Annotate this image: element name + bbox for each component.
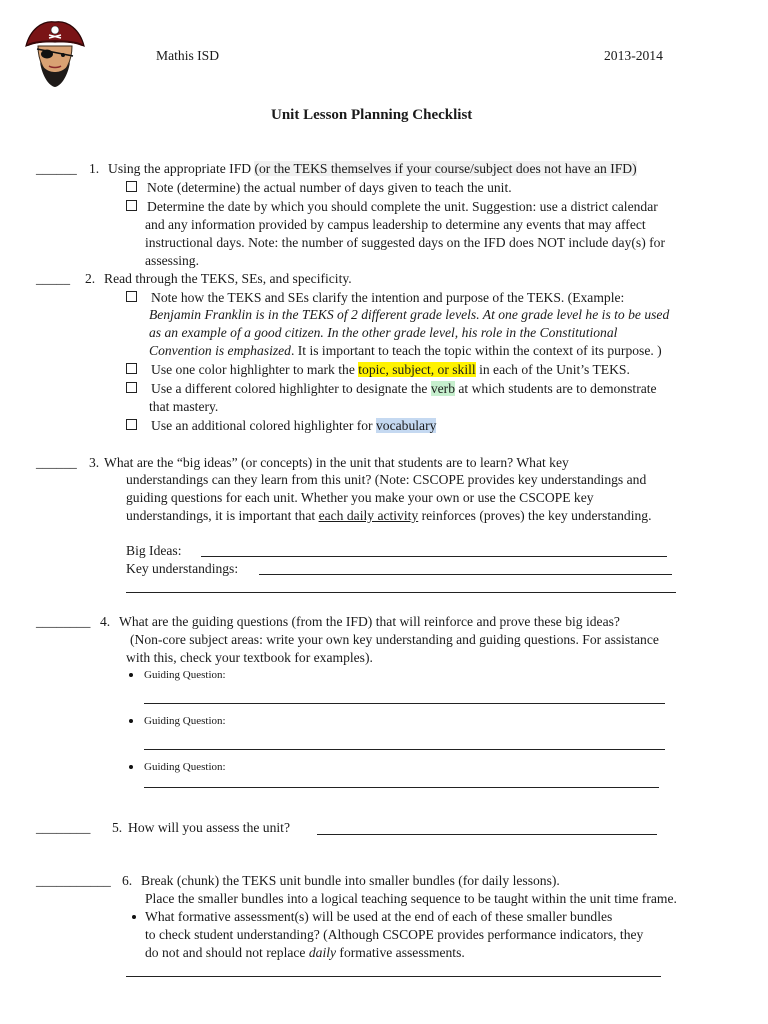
item-1-sub-2: Determine the date by which you should complete the unit. Suggestion: use a district calendar — [126, 198, 658, 216]
bullet — [129, 673, 133, 677]
item-6-blank[interactable]: ___________ — [36, 873, 111, 888]
item-1-sub-2-line-4: assessing. — [145, 253, 199, 268]
key-understandings-line-2[interactable] — [126, 592, 676, 593]
item-5-number: 5. — [112, 820, 123, 835]
item-2-sub-2: Use one color highlighter to mark the topic, subject, or skill in each of the Unit’s TEKS. — [126, 361, 630, 379]
bullet — [132, 915, 136, 919]
guiding-question-1-line[interactable] — [144, 703, 665, 704]
big-ideas-line[interactable] — [201, 556, 667, 557]
guiding-question-1-label: Guiding Question: — [144, 669, 226, 681]
item-1-text: Using the appropriate IFD (or the TEKS themselves if your course/subject does not have an IFD) — [108, 161, 637, 176]
item-2-text: Read through the TEKS, SEs, and specificity. — [104, 271, 352, 286]
school-year: 2013-2014 — [604, 48, 663, 63]
checkbox[interactable] — [126, 382, 137, 393]
page-title: Unit Lesson Planning Checklist — [271, 107, 473, 123]
item-6-line-5: do not and should not replace daily formative assessments. — [145, 945, 465, 960]
pirate-mascot-icon — [24, 16, 86, 88]
checkbox[interactable] — [126, 363, 137, 374]
key-understandings-label: Key understandings: — [126, 561, 239, 576]
item-4-number: 4. — [100, 614, 111, 629]
item-6-line-3: What formative assessment(s) will be used at the end of each of these smaller bundles — [145, 909, 613, 924]
bullet — [129, 765, 133, 769]
item-5-answer-line[interactable] — [317, 834, 657, 835]
item-3-line-3: guiding questions for each unit. Whether you make your own or use the CSCOPE key — [126, 490, 594, 505]
item-3-line-2: understandings can they learn from this unit? (Note: CSCOPE provides key understandings and — [126, 472, 647, 487]
item-6-number: 6. — [122, 873, 133, 888]
bullet — [129, 719, 133, 723]
checkbox[interactable] — [126, 291, 137, 302]
item-1-sub-2-line-3: instructional days. Note: the number of suggested days on the IFD does NOT include day(s) for — [145, 235, 665, 250]
item-6-line-1: Break (chunk) the TEKS unit bundle into smaller bundles (for daily lessons). — [141, 873, 560, 888]
item-6-answer-line[interactable] — [126, 976, 661, 977]
item-2-sub-1: Note how the TEKS and SEs clarify the intention and purpose of the TEKS. (Example: — [126, 289, 624, 307]
checkbox[interactable] — [126, 419, 137, 430]
item-3-line-4: understandings, it is important that each daily activity reinforces (proves) the key understanding. — [126, 508, 652, 523]
key-understandings-line[interactable] — [259, 574, 672, 575]
checkbox[interactable] — [126, 200, 137, 211]
item-2-sub-1-line-3: as an example of a good citizen. In the other grade level, his role in the Constitutional — [149, 325, 618, 340]
guiding-question-3-label: Guiding Question: — [144, 761, 226, 773]
guiding-question-3-line[interactable] — [144, 787, 659, 788]
item-3-blank[interactable]: ______ — [36, 455, 77, 470]
item-6-line-2: Place the smaller bundles into a logical teaching sequence to be taught within the unit time frame. — [145, 891, 677, 906]
item-4-line-3: with this, check your textbook for examples). — [126, 650, 373, 665]
item-5-text: How will you assess the unit? — [128, 820, 290, 835]
item-2-blank[interactable]: _____ — [36, 271, 70, 286]
district-name: Mathis ISD — [156, 48, 220, 63]
item-5-blank[interactable]: ________ — [36, 820, 91, 835]
item-4-blank[interactable]: ________ — [36, 614, 91, 629]
item-4-line-1: What are the guiding questions (from the IFD) that will reinforce and prove these big ideas? — [119, 614, 620, 629]
item-2-sub-1-line-4: Convention is emphasized. It is important to teach the topic within the context of its purpose. ) — [149, 343, 662, 358]
item-1-blank[interactable]: ______ — [36, 161, 77, 176]
item-2-sub-3: Use a different colored highlighter to designate the verb at which students are to demonstrate — [126, 380, 657, 398]
item-4-line-2: (Non-core subject areas: write your own key understanding and guiding questions. For assistance — [130, 632, 659, 647]
guiding-question-2-label: Guiding Question: — [144, 715, 226, 727]
big-ideas-label: Big Ideas: — [126, 543, 182, 558]
item-3-line-1: What are the “big ideas” (or concepts) in the unit that students are to learn? What key — [104, 455, 569, 470]
item-2-sub-4: Use an additional colored highlighter for vocabulary — [126, 417, 436, 435]
item-2-sub-1-line-2: Benjamin Franklin is in the TEKS of 2 different grade levels. At one grade level he is to be used — [149, 307, 670, 322]
item-1-sub-2-line-2: and any information provided by campus leadership to determine any events that may affect — [145, 217, 646, 232]
item-1-number: 1. — [89, 161, 100, 176]
item-6-line-4: to check student understanding? (Although CSCOPE provides performance indicators, they — [145, 927, 644, 942]
checkbox[interactable] — [126, 181, 137, 192]
item-2-number: 2. — [85, 271, 96, 286]
item-2-sub-3-line-2: that mastery. — [149, 399, 219, 414]
item-1-sub-1: Note (determine) the actual number of days given to teach the unit. — [126, 179, 512, 197]
guiding-question-2-line[interactable] — [144, 749, 665, 750]
item-3-number: 3. — [89, 455, 100, 470]
